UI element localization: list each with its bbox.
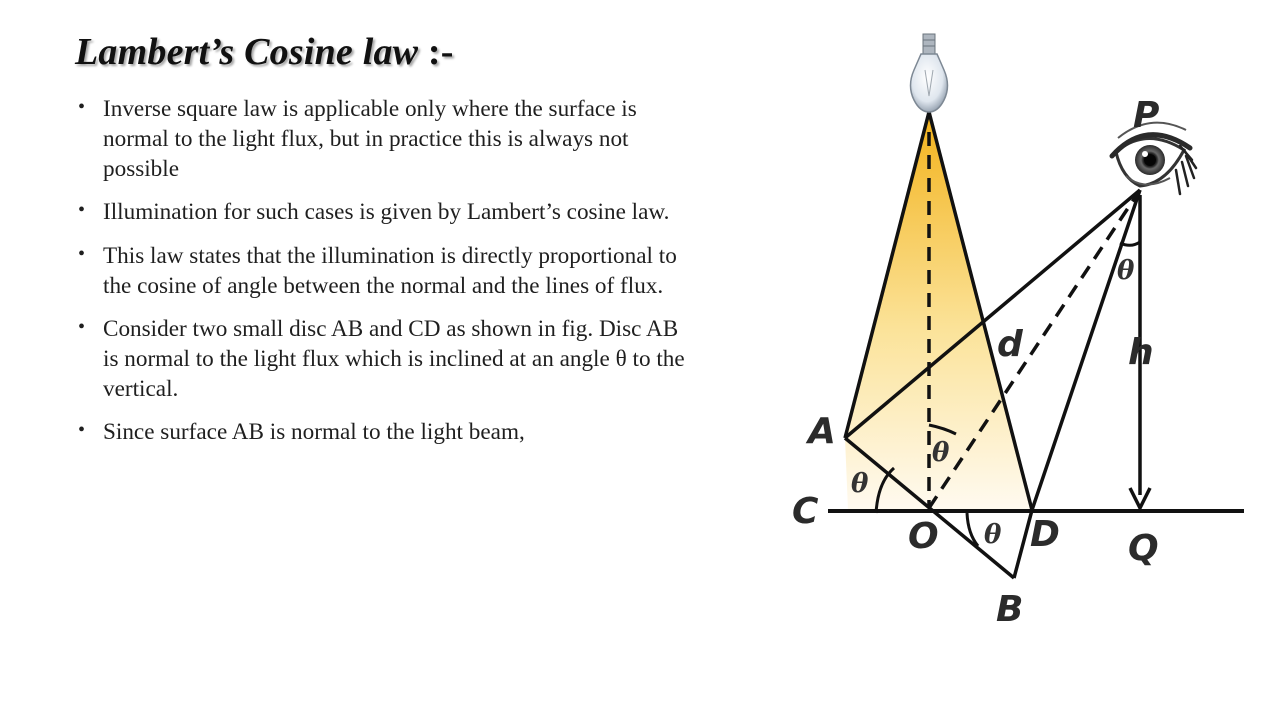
theta-label-d: θ <box>984 520 1002 550</box>
theta-label-c: θ <box>851 469 869 499</box>
label-d: D <box>1030 514 1060 555</box>
label-q: Q <box>1128 528 1159 569</box>
label-b: B <box>996 589 1024 630</box>
label-h-height: h <box>1128 332 1154 373</box>
theta-label-p: θ <box>1117 256 1135 286</box>
bullet-item: • This law states that the illumination is directly proportional to the cosine of angle between the normal and the lines of flux. <box>78 242 677 299</box>
bullet-text: Illumination for such cases is given by Lambert’s cosine law. <box>103 199 670 226</box>
bullet-text: Inverse square law is applicable only where the surface is normal to the light flux, but in practice this is always not possible <box>103 96 637 183</box>
bullet-text: Consider two small disc AB and CD as shown in fig. Disc AB is normal to the light flux which is inclined at an angle θ to the vertical. <box>103 315 685 403</box>
title-suffix: :- <box>427 31 454 73</box>
label-p: P <box>1133 95 1160 136</box>
label-a: A <box>808 411 836 452</box>
title-text: Lambert’s Cosine law <box>75 31 419 73</box>
bullet-item: • Since surface AB is normal to the light beam, <box>78 419 525 446</box>
bullet-item: • Inverse square law is applicable only where the surface is normal to the light flux, but in practice this is always not possible <box>78 96 637 183</box>
label-c: C <box>792 491 819 532</box>
label-o: O <box>908 516 939 557</box>
line-dp <box>1032 190 1140 510</box>
bullet-item: • Consider two small disc AB and CD as shown in fig. Disc AB is normal to the light flux which is inclined at an angle θ to the vertical. <box>78 315 685 403</box>
label-d-distance: d <box>997 324 1023 365</box>
light-bulb-icon <box>911 34 948 112</box>
bullet-item: • Illumination for such cases is given by Lambert’s cosine law. <box>78 199 670 226</box>
bullet-text: Since surface AB is normal to the light beam, <box>103 419 525 446</box>
slide-title <box>75 30 454 74</box>
bullet-list <box>76 94 691 461</box>
bullet-text: This law states that the illumination is directly proportional to the cosine of angle between the normal and the lines of flux. <box>103 242 677 299</box>
lambert-cosine-diagram <box>760 20 1260 640</box>
theta-label-o: θ <box>932 438 950 468</box>
